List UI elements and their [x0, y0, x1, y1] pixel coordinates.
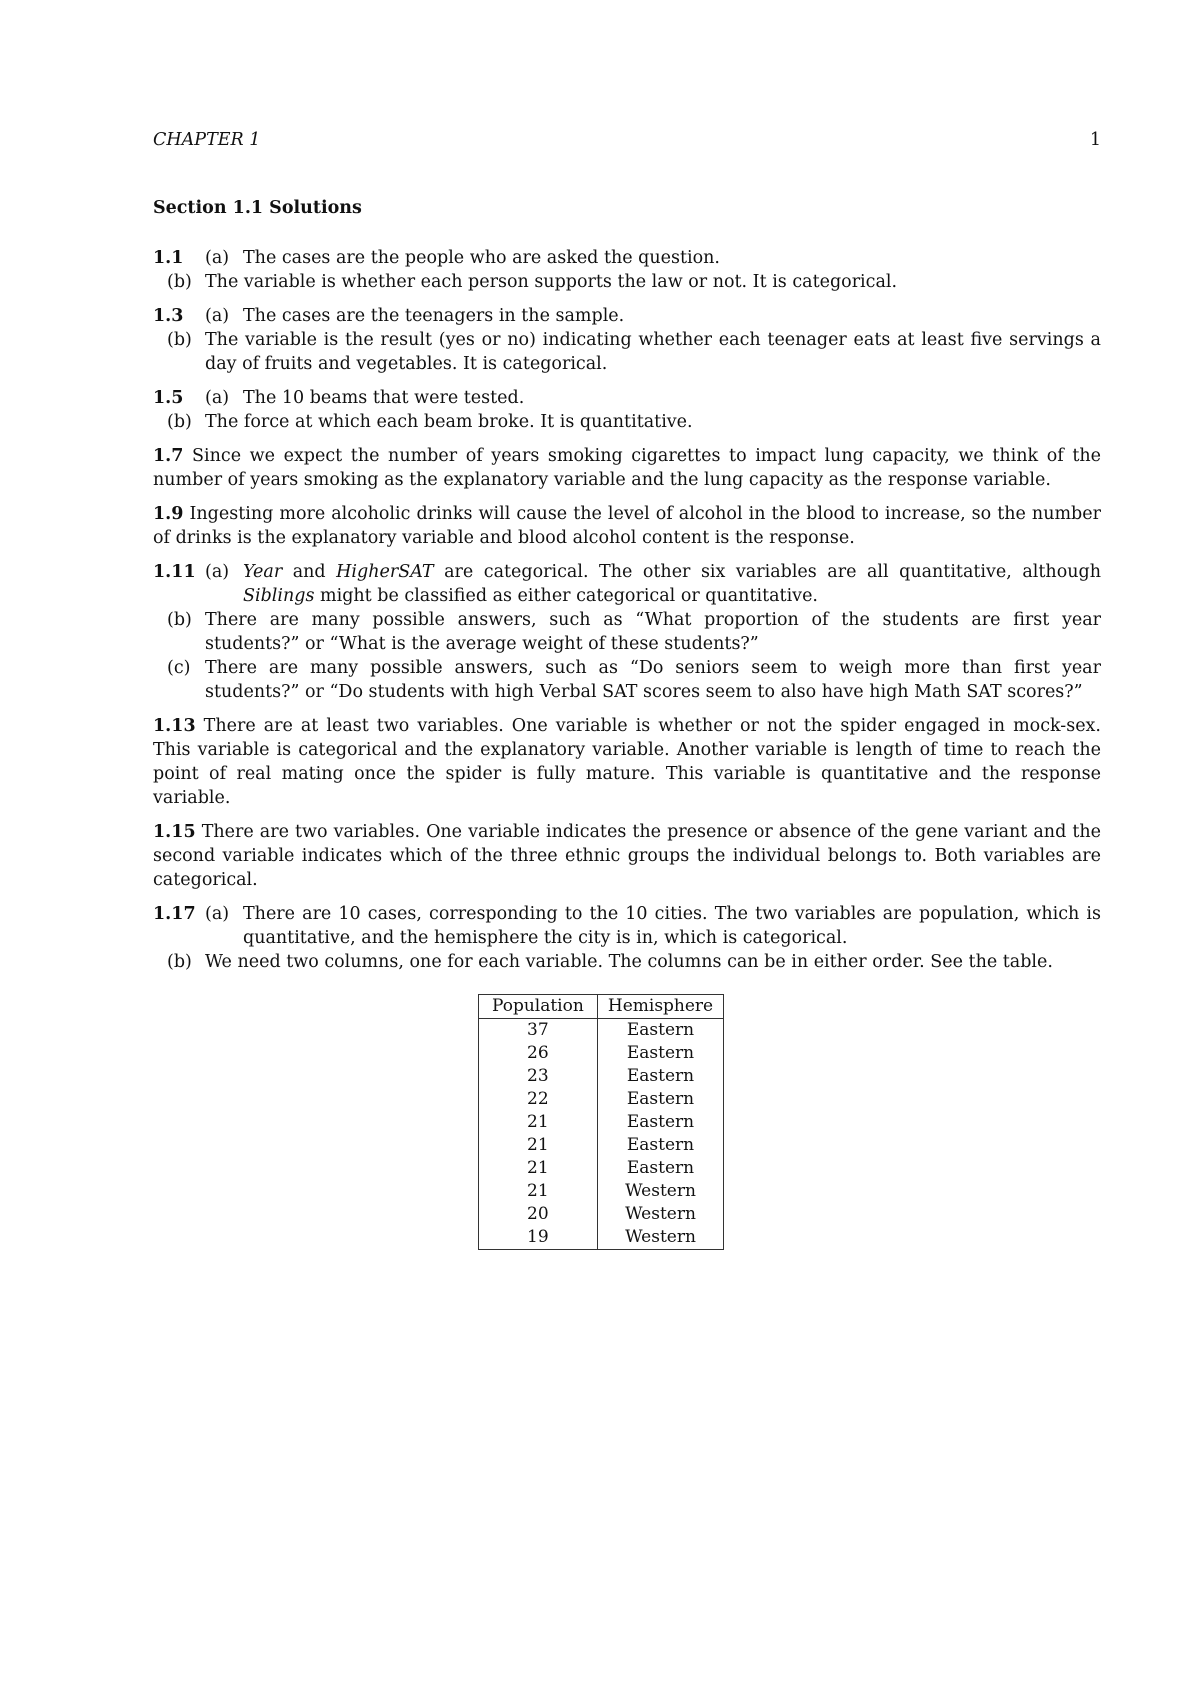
problem-number: 1.7: [153, 446, 184, 466]
problem-number: 1.17: [153, 904, 196, 924]
page-number: 1: [1089, 130, 1101, 150]
table-row: [478, 1134, 723, 1157]
population-cell: 23: [478, 1065, 597, 1088]
hemisphere-cell: Eastern: [597, 1157, 723, 1180]
problem-number: 1.15: [153, 822, 196, 842]
variable-name-highersat: HigherSAT: [336, 562, 434, 582]
table-row: [478, 1180, 723, 1203]
problem-number: 1.3: [153, 306, 184, 326]
problem-text: There are two variables. One variable indicates the presence or absence of the gene variant and the second variable indicates which of the three ethnic groups the individual belongs to. Both variables are categorical.: [153, 822, 1101, 890]
table-row: [478, 1088, 723, 1111]
problem-1-5: [153, 386, 1101, 434]
problem-text: Since we expect the number of years smoking cigarettes to impact lung capacity, we think of the number of years smoking as the explanatory variable and the lung capacity as the response variable.: [153, 446, 1101, 490]
part-label: (a): [205, 306, 230, 326]
part-text: There are many possible answers, such as “Do seniors seem to weigh more than first year students?” or “Do students with high Verbal SAT scores seem to also have high Math SAT scores?”: [205, 658, 1101, 702]
problem-1-9: [153, 502, 1101, 550]
part-label: (b): [167, 610, 192, 630]
part-text: The variable is whether each person supports the law or not. It is categorical.: [205, 272, 898, 292]
hemisphere-cell: Western: [597, 1180, 723, 1203]
part-text-end: might be classified as either categorical or quantitative.: [320, 586, 818, 606]
document-page: [153, 128, 1101, 1260]
problem-number: 1.13: [153, 716, 196, 736]
problem-number: 1.5: [153, 388, 184, 408]
hemisphere-cell: Western: [597, 1203, 723, 1226]
population-cell: 37: [478, 1019, 597, 1043]
part-text: There are 10 cases, corresponding to the 10 cities. The two variables are population, which is quantitative, and the hemisphere the city is in, which is categorical.: [243, 904, 1101, 948]
part-label: (a): [205, 248, 230, 268]
hemisphere-cell: Eastern: [597, 1134, 723, 1157]
table-row: [478, 1157, 723, 1180]
population-hemisphere-table: [478, 994, 724, 1250]
population-cell: 19: [478, 1226, 597, 1250]
part-text: There are many possible answers, such as “What proportion of the students are first year students?” or “What is the average weight of these students?”: [205, 610, 1101, 654]
table-row: [478, 1226, 723, 1250]
connector-text: and: [292, 562, 326, 582]
part-label: (a): [205, 904, 230, 924]
population-cell: 21: [478, 1157, 597, 1180]
problem-text: There are at least two variables. One variable is whether or not the spider engaged in mock-sex. This variable is categorical and the explanatory variable. Another variable is length of time to reach the point of real mating once the spider is fully mature. This variable is quantitative and the response variable.: [153, 716, 1101, 808]
problem-1-7: [153, 444, 1101, 492]
part-label: (b): [167, 330, 192, 350]
table-row: [478, 1111, 723, 1134]
hemisphere-cell: Eastern: [597, 1088, 723, 1111]
part-label: (b): [167, 412, 192, 432]
population-cell: 21: [478, 1134, 597, 1157]
hemisphere-cell: Eastern: [597, 1065, 723, 1088]
problem-1-13: [153, 714, 1101, 810]
variable-name-siblings: Siblings: [243, 586, 315, 606]
hemisphere-cell: Western: [597, 1226, 723, 1250]
hemisphere-cell: Eastern: [597, 1019, 723, 1043]
population-cell: 21: [478, 1111, 597, 1134]
population-cell: 20: [478, 1203, 597, 1226]
part-label: (c): [167, 658, 191, 678]
problem-number: 1.9: [153, 504, 184, 524]
part-text: The 10 beams that were tested.: [243, 388, 525, 408]
problem-text: Ingesting more alcoholic drinks will cause the level of alcohol in the blood to increase, so the number of drinks is the explanatory variable and blood alcohol content is the response.: [153, 504, 1101, 548]
variable-name-year: Year: [243, 562, 283, 582]
problem-1-3: [153, 304, 1101, 376]
hemisphere-cell: Eastern: [597, 1042, 723, 1065]
section-title: Section 1.1 Solutions: [153, 198, 362, 218]
part-text: The force at which each beam broke. It is quantitative.: [205, 412, 693, 432]
part-text: The variable is the result (yes or no) indicating whether each teenager eats at least five servings a day of fruits and vegetables. It is categorical.: [205, 330, 1101, 374]
part-label: (a): [205, 562, 230, 582]
population-cell: 21: [478, 1180, 597, 1203]
part-text: The cases are the people who are asked the question.: [243, 248, 720, 268]
part-label: (b): [167, 952, 192, 972]
column-header-hemisphere: Hemisphere: [597, 995, 723, 1019]
part-text: The cases are the teenagers in the sample.: [243, 306, 625, 326]
problem-number: 1.1: [153, 248, 184, 268]
population-cell: 26: [478, 1042, 597, 1065]
problem-1-15: [153, 820, 1101, 892]
problem-1-17: [153, 902, 1101, 1250]
part-text-middle: are categorical. The other six variables are all quantitative, although: [444, 562, 1101, 582]
part-label: (b): [167, 272, 192, 292]
part-text: We need two columns, one for each variable. The columns can be in either order. See the table.: [205, 952, 1053, 972]
table-row: [478, 1019, 723, 1043]
table-row: [478, 1042, 723, 1065]
hemisphere-cell: Eastern: [597, 1111, 723, 1134]
part-text: [243, 560, 1101, 608]
problem-number: 1.11: [153, 562, 196, 582]
column-header-population: Population: [478, 995, 597, 1019]
table-row: [478, 1065, 723, 1088]
population-cell: 22: [478, 1088, 597, 1111]
problem-1-11: [153, 560, 1101, 704]
table-row: [478, 1203, 723, 1226]
table-header-row: [478, 995, 723, 1019]
problem-1-1: [153, 246, 1101, 294]
part-label: (a): [205, 388, 230, 408]
running-header: [153, 128, 1101, 156]
chapter-label: CHAPTER 1: [153, 130, 261, 150]
